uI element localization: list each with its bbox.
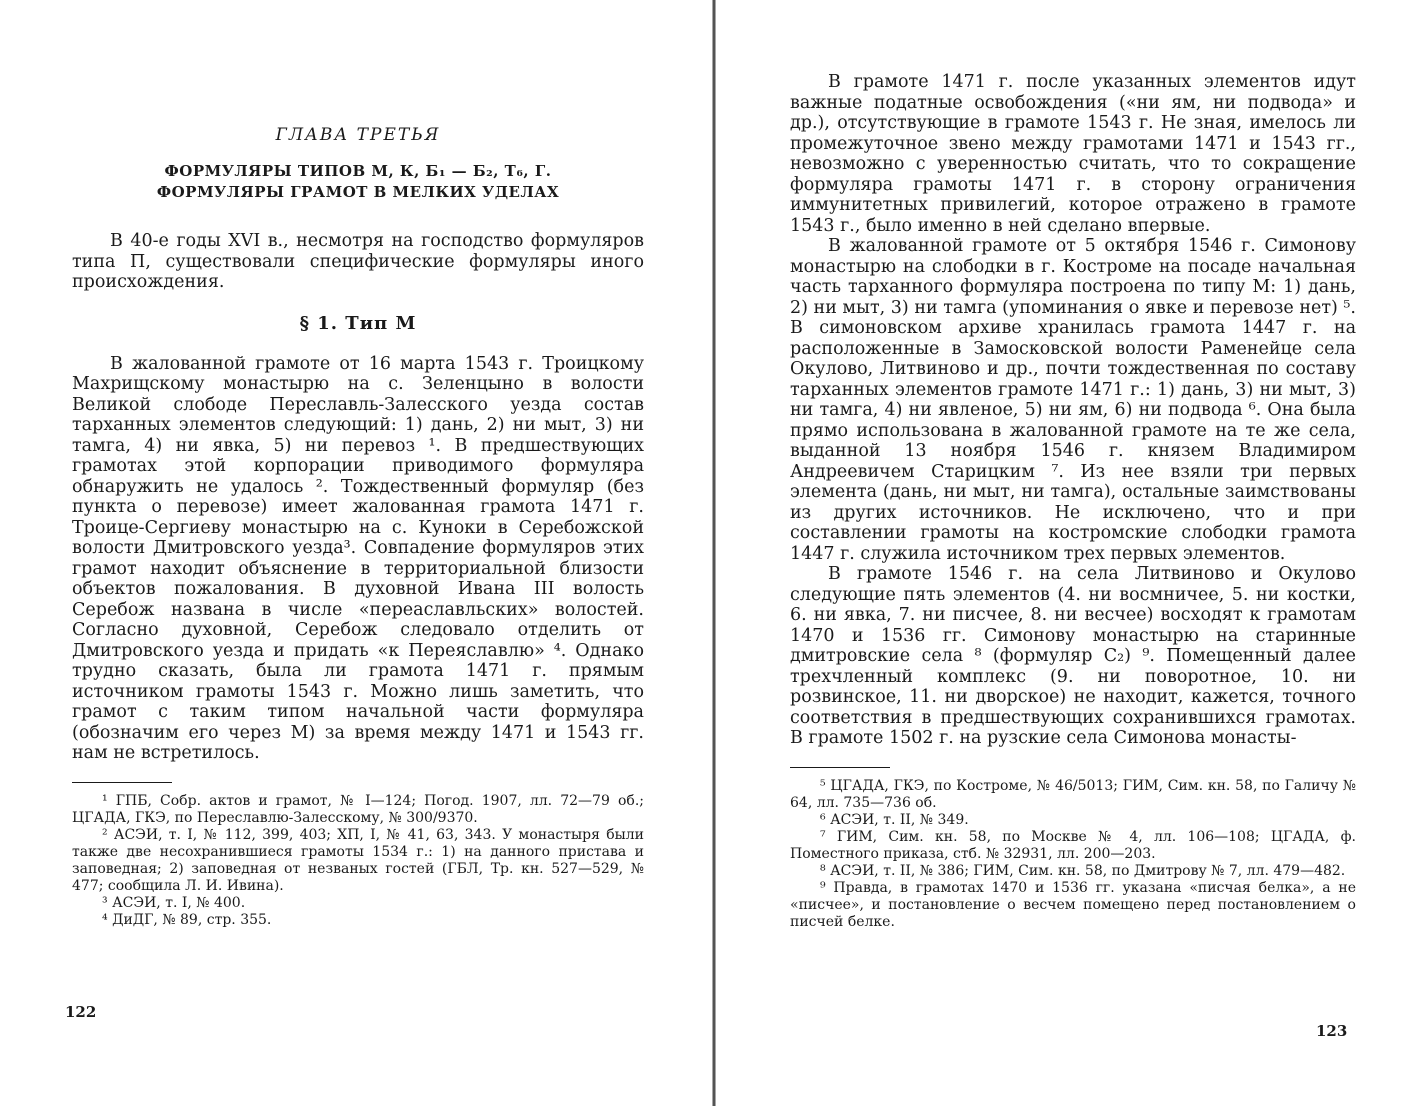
footnote: ² АСЭИ, т. I, № 112, 399, 403; ХП, I, № 41, 63, 343. У монастыря были также две несохранившиеся грамоты 1534 г.: 1) на данного пристава и заповедная; 2) заповедная от незваных гостей (ГБЛ, Тр. кн. 527—529, № 477; сообщила Л. И. Ивина). <box>72 826 644 894</box>
footnote-divider <box>72 782 172 783</box>
body-paragraph: В грамоте 1546 г. на села Литвиново и Окулово следующие пять элементов (4. ни восмничее, 5. ни костки, 6. ни явка, 7. ни писчее, 8. ни весчее) восходят к грамотам 1470 и 1536 гг. Симонову монастырю на старинные дмитровские села ⁸ (формуляр С₂) ⁹. Помещенный далее трехчленный комплекс (9. ни поворотное, 10. ни розвинское, 11. ни дворское) не находит, кажется, точного соответствия в предшествующих сохранившихся грамотах. В грамоте 1502 г. на рузские села Симонова монасты- <box>790 564 1356 748</box>
page-number: 122 <box>65 1003 97 1021</box>
footnote: ³ АСЭИ, т. I, № 400. <box>102 894 246 911</box>
body-paragraph: В грамоте 1471 г. после указанных элементов идут важные податные освобождения («ни ям, ни подвода» и др.), отсутствующие в грамоте 1543 г. Не зная, имелось ли промежуточное звено между грамотами 1471 и 1543 гг., невозможно с уверенностью считать, что то сокращение формуляра грамоты 1471 г. в сторону ограничения иммунитетных привилегий, которое отражено в грамоте 1543 г., было именно в ней сделано впервые. <box>790 72 1356 236</box>
footnote: ⁸ АСЭИ, т. II, № 386; ГИМ, Сим. кн. 58, по Дмитрову № 7, лл. 479—482. <box>820 862 1346 879</box>
footnote: ⁶ АСЭИ, т. II, № 349. <box>820 811 969 828</box>
chapter-label: ГЛАВА ТРЕТЬЯ <box>275 125 441 145</box>
right-column <box>790 72 1356 931</box>
section-title: § 1. Тип М <box>299 312 417 334</box>
right-page <box>716 0 1427 1106</box>
footnote: ⁵ ЦГАДА, ГКЭ, по Костроме, № 46/5013; ГИМ, Сим. кн. 58, по Галичу № 64, лл. 735—736 об. <box>790 777 1356 811</box>
chapter-title-line-2: ФОРМУЛЯРЫ ГРАМОТ В МЕЛКИХ УДЕЛАХ <box>156 183 560 201</box>
footnote: ⁷ ГИМ, Сим. кн. 58, по Москве № 4, лл. 106—108; ЦГАДА, ф. Поместного приказа, стб. № 32931, лл. 200—203. <box>790 828 1356 862</box>
footnote: ⁴ ДиДГ, № 89, стр. 355. <box>102 911 272 928</box>
chapter-title <box>72 161 644 203</box>
footnote-divider <box>790 767 890 768</box>
page-number: 123 <box>1316 1022 1348 1040</box>
intro-paragraph: В 40-е годы XVI в., несмотря на господство формуляров типа П, существовали специфические формуляры иного происхождения. <box>72 231 644 292</box>
body-paragraph: В жалованной грамоте от 16 марта 1543 г. Троицкому Махрищскому монастырю на с. Зеленцыно в волости Великой слободе Переславль-Залесского уезда состав тарханных элементов следующий: 1) дань, 2) ни мыт, 3) ни тамга, 4) ни явка, 5) ни перевоз ¹. В предшествующих грамотах этой корпорации приводимого формуляра обнаружить не удалось ². Тождественный формуляр (без пункта о перевозе) имеет жалованная грамота 1471 г. Троице-Сергиеву монастырю на с. Куноки в Серебожской волости Дмитровского уезда³. Совпадение формуляров этих грамот находит объяснение в территориальной близости объектов пожалования. В духовной Ивана III волость Серебож названа в числе «переаславльских» волостей. Согласно духовной, Серебож следовало отделить от Дмитровского уезда и придать «к Переяславлю» ⁴. Однако трудно сказать, была ли грамота 1471 г. прямым источником грамоты 1543 г. Можно лишь заметить, что грамот с таким типом начальной части формуляра (обозначим его через М) за время между 1471 и 1543 гг. нам не встретилось. <box>72 353 644 763</box>
footnote: ¹ ГПБ, Собр. актов и грамот, № I—124; Погод. 1907, лл. 72—79 об.; ЦГАДА, ГКЭ, по Переславлю-Залесскому, № 300/9370. <box>72 792 644 826</box>
chapter-title-line-1: ФОРМУЛЯРЫ ТИПОВ М, К, Б₁ — Б₂, Т₆, Г. <box>164 162 552 180</box>
left-page <box>0 0 712 1106</box>
footnote: ⁹ Правда, в грамотах 1470 и 1536 гг. указана «писчая белка», а не «писчее», и постановление о весчем помещено перед постановлением о писчей белке. <box>790 879 1356 930</box>
body-paragraph: В жалованной грамоте от 5 октября 1546 г. Симонову монастырю на слободки в г. Костроме на посаде начальная часть тарханного формуляра построена по типу М: 1) дань, 2) ни мыт, 3) ни тамга (упоминания о явке и перевозе нет) ⁵. В симоновском архиве хранилась грамота 1447 г. на расположенные в Замосковской волости Раменейце села Окулово, Литвиново и др., почти тождественная по составу тарханных элементов грамоте 1471 г.: 1) дань, 3) ни мыт, 3) ни тамга, 4) ни явленое, 5) ни ям, 6) ни подвода ⁶. Она была прямо использована в жалованной грамоте на те же села, выданной 13 ноября 1546 г. князем Владимиром Андреевичем Старицким ⁷. Из нее взяли три первых элемента (дань, ни мыт, ни тамга), остальные заимствованы из других источников. Не исключено, что и при составлении грамоты на костромские слободки грамота 1447 г. служила источником трех первых элементов. <box>790 236 1356 564</box>
left-column <box>72 125 644 929</box>
